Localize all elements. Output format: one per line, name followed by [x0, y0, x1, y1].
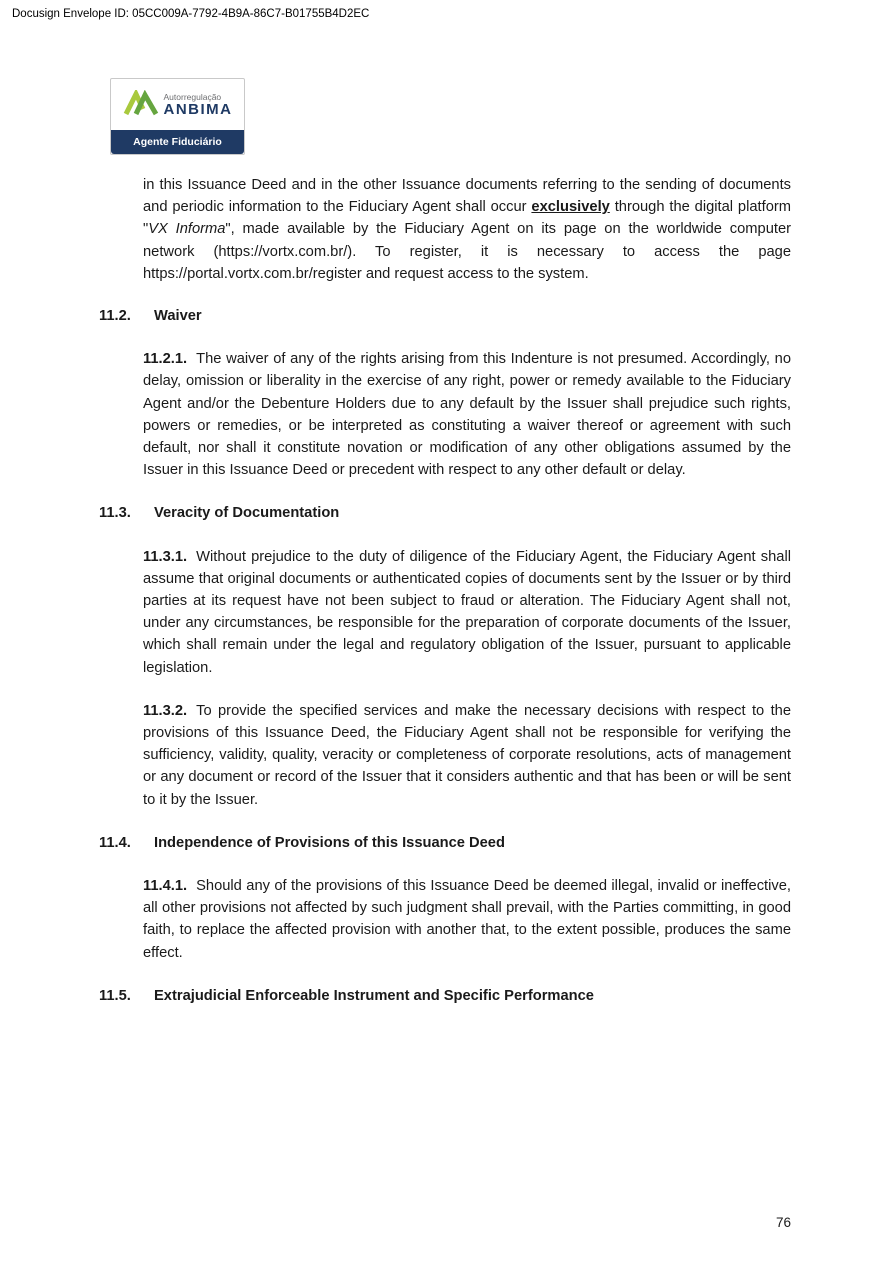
paragraph-11-3-2 [143, 700, 791, 811]
paragraph-text: The waiver of any of the rights arising from this Indenture is not presumed. Accordingly, no delay, omission or liberality in the exercise of any right, power or remedy available to the Fiduciary Agent and/or the Debenture Holders due to any default by the Issuer shall prejudice such rights, powers or remedies, or be interpreted as constituting a waiver thereof or agreement with such default, nor shall it constitute novation or modification of any other obligations assumed by the Issuer in this Issuance Deed or precedent with respect to any other default or delay. [143, 351, 791, 479]
section-number: 11.5. [99, 987, 131, 1004]
paragraph-text: Should any of the provisions of this Issuance Deed be deemed illegal, invalid or ineffective, all other provisions not affected by such judgment shall prevail, with the Parties committing, in good faith, to replace the affected provision with another that, to the extent possible, produces the same effect. [143, 878, 791, 961]
section-number: 11.2. [99, 308, 131, 325]
docusign-envelope-id: Docusign Envelope ID: 05CC009A-7792-4B9A-86C7-B01755B4D2EC [12, 8, 370, 20]
intro-exclusively-emphasis: exclusively [531, 199, 610, 216]
paragraph-number: 11.3.2. [143, 702, 188, 719]
platform-name: VX Informa [148, 221, 226, 238]
anbima-label: ANBIMA [163, 101, 233, 119]
intro-text-part3: ", made available by the Fiduciary Agent on its page on the worldwide computer network (https://vortx.com.br/). To register, it is necessary to access the page https://portal.vortx.com.br/register and request access to the system. [143, 221, 792, 282]
section-heading-11-4 [99, 832, 791, 854]
paragraph-number: 11.2.1. [143, 351, 188, 368]
paragraph-number: 11.3.1. [143, 548, 188, 565]
anbima-logo [110, 78, 245, 155]
section-heading-11-2 [99, 305, 791, 327]
anbima-logo-top [111, 79, 244, 130]
section-heading-11-5 [99, 985, 791, 1007]
intro-text-part2: through the digital platform " [143, 199, 791, 238]
paragraph-text: To provide the specified services and make the necessary decisions with respect to the provisions of this Issuance Deed, the Fiduciary Agent shall not be responsible for verifying the sufficiency, validity, quality, veracity or completeness of corporate resolutions, acts of management or any document or record of the Issuer that it considers authentic and that has been or will be sent to it by the Issuer. [143, 702, 791, 808]
section-title: Independence of Provisions of this Issuance Deed [154, 834, 505, 851]
intro-paragraph [143, 174, 791, 285]
document-body [99, 174, 791, 1028]
section-title: Veracity of Documentation [154, 505, 340, 522]
anbima-mountain-icon [123, 90, 159, 121]
autorregulacao-label: Autorregulação [163, 92, 222, 103]
paragraph-text: Without prejudice to the duty of diligence of the Fiduciary Agent, the Fiduciary Agent shall assume that original documents or authenticated copies of documents sent by the Issuer or by third parties at its request have not been subject to fraud or alteration. The Fiduciary Agent shall not, under any circumstances, be responsible for the preparation of corporate documents of the Issuer, which shall remain under the legal and regulatory obligation of the Issuer, pursuant to applicable legislation. [143, 548, 791, 676]
section-number: 11.4. [99, 834, 131, 851]
paragraph-11-4-1 [143, 875, 791, 964]
anbima-logo-texts [164, 93, 233, 118]
section-title: Extrajudicial Enforceable Instrument and Specific Performance [154, 987, 594, 1004]
paragraph-11-3-1 [143, 546, 791, 679]
section-number: 11.3. [99, 505, 131, 522]
section-heading-11-3 [99, 502, 791, 524]
paragraph-number: 11.4.1. [143, 878, 188, 895]
agente-fiduciario-badge: Agente Fiduciário [111, 130, 244, 154]
intro-text-part1: in this Issuance Deed and in the other Issuance documents referring to the sending of documents and periodic information to the Fiduciary Agent shall occur [143, 177, 791, 216]
paragraph-11-2-1 [143, 348, 791, 481]
page-number: 76 [775, 1215, 791, 1230]
section-title: Waiver [154, 308, 202, 325]
